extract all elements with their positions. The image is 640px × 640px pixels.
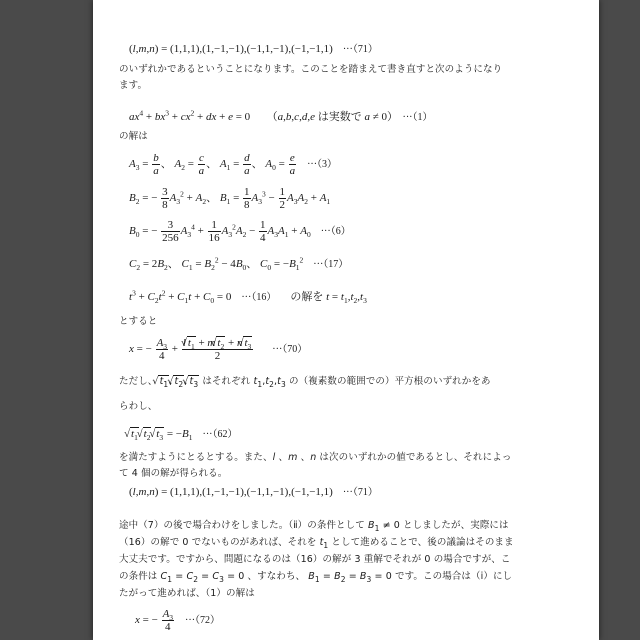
paragraph-line: とすると — [119, 316, 158, 327]
equation-b2-b1: $B_2$ = − $\frac{3}{8}$ $A_3^2 + A_2$、 $B_1$ = $\frac{1}{8}$ $A_3^3$ − $\frac{1}{2}$ $A_3A_2 + A_1$ — [129, 186, 331, 211]
equation-71-top: (l,m,n) = (1,1,1),(1,−1,−1),(−1,1,−1),(−1,−1,1) ···（71） — [129, 43, 378, 55]
paragraph-line: のいずれかであるということになります。このことを踏まえて書き直すと次のようになり — [119, 64, 503, 75]
paragraph-line: （16）の解で 0 でないものがあれば、それを $t_1$ として進めることで、後の議論はそのまま — [119, 537, 514, 550]
paragraph-line: らわし、 — [119, 401, 158, 412]
paragraph-line: て 4 個の解が得られる。 — [119, 468, 228, 479]
document-page — [93, 0, 599, 640]
equation-1: $ax^4 + bx^3 + cx^2$ + dx + e = 0 （a,b,c,d,e は実数で a ≠ 0） ···（1） — [129, 108, 433, 123]
equation-3: $A_3$ = $\frac{b}{a}$ 、 $A_2$ = $\frac{c}{a}$ 、 $A_1$ = $\frac{d}{a}$ 、 $A_0$ = $\frac{e}{a}$ ···（3） — [129, 152, 338, 177]
equation-16: $t^3 + C_2t^2 + C_1t + C_0 = 0 \cdot\cdot\cdot(16)$ の解を $t = t_1,t_2,t_3$ — [129, 288, 367, 306]
paragraph-line: たがって進めれば、（1）の解は — [119, 588, 255, 599]
equation-62: √ $t_1$ √ $t_2$ √ $t_3 = -B_1 \cdot\cdot\cdot(62)$ — [129, 427, 237, 441]
equation-70: x = − $\frac{A_3}{4}$ + $\frac{l√ t_1 + m√ t_2 + n√ t_3}{2}$ ···（70） — [129, 336, 307, 362]
paragraph-line: ただし、√ $t_1,√$ $t_2,√$ $t_3$ はそれぞれ $t_1,t_2,t_3$ の（複素数の範囲での）平方根のいずれかをあ — [119, 375, 491, 388]
paragraph-line: の条件は $C_1 = C_2 = C_3 = 0$ 、すなわち、 $B_1 = B_2 = B_3 = 0$ です。この場合は（ⅰ）にし — [119, 571, 513, 584]
paragraph-line: の解は — [119, 131, 148, 142]
paragraph-line: 途中（7）の後で場合わけをしました。（ⅱ）の条件として $B_1 \ne 0$ としましたが、実際には — [119, 520, 509, 533]
paragraph-line: を満たすようにとるとする。また、l 、m 、n は次のいずれかの値であるとし、それによっ — [119, 452, 512, 463]
paragraph-line: ます。 — [119, 80, 148, 91]
paragraph-line: 大丈夫です。ですから、問題になるのは（16）の解が 3 重解でそれが 0 の場合ですが、こ — [119, 554, 511, 565]
equation-17: $C_2 = 2B_2$、 $C_1 = B_2^2 - 4B_0$、 $C_0 = -B_1^2 \cdot\cdot\cdot(17)$ — [129, 255, 349, 273]
equation-71-bottom: (l,m,n) = (1,1,1),(1,−1,−1),(−1,1,−1),(−1,−1,1) ···（71） — [129, 486, 378, 498]
equation-72: x = − $\frac{A_3}{4}$ ···（72） — [135, 608, 221, 633]
equation-6: $B_0$ = − $\frac{3}{256}$ $A_3^4$ + $\frac{1}{16}$ $A_3^2A_2$ − $\frac{1}{4}$ $A_3A_1 + A_0 \cdot\cdot\cdot(6)$ — [129, 219, 351, 244]
